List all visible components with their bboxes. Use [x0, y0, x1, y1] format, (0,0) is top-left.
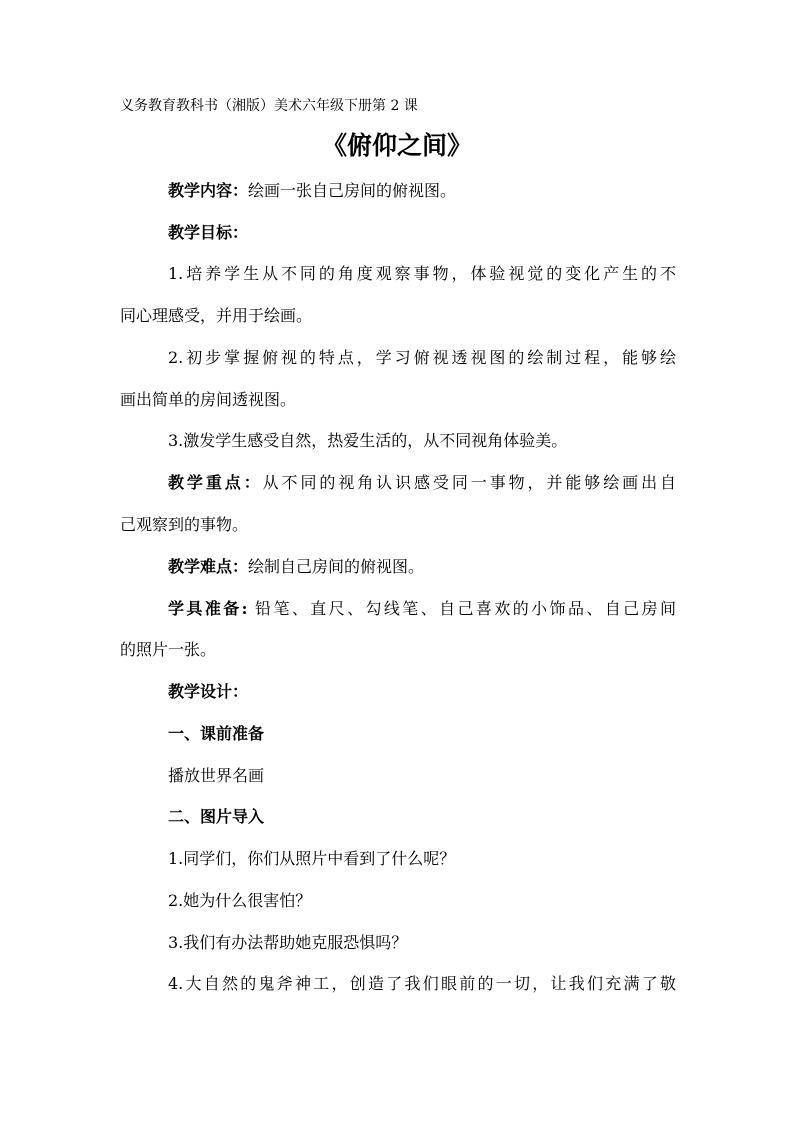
section-2-heading: 二、图片导入 [168, 807, 265, 826]
section-2-item-3: 3.我们有办法帮助她克服恐惧吗？ [168, 933, 408, 952]
teaching-content-label: 教学内容： [168, 181, 249, 200]
section-1-text: 播放世界名画 [168, 766, 265, 785]
section-2-item-4: 4.大自然的鬼斧神工，创造了我们眼前的一切，让我们充满了敬 [168, 974, 676, 993]
teaching-goals-label: 教学目标： [168, 223, 249, 242]
goal-1-line-1: 1.培养学生从不同的角度观察事物，体验视觉的变化产生的不 [168, 264, 676, 283]
section-2-item-2: 2.她为什么很害怕？ [168, 891, 312, 910]
materials-text: 铅笔、直尺、勾线笔、自己喜欢的小饰品、自己房间 [247, 599, 676, 618]
materials-line-2: 的照片一张。 [120, 640, 217, 659]
document-header: 义务教育教科书（湘版）美术六年级下册第 2 课 [120, 98, 418, 114]
key-point-line-2: 己观察到的事物。 [120, 515, 249, 534]
key-point-text: 从不同的视角认识感受同一事物，并能够绘画出自 [262, 473, 676, 492]
section-2-item-1: 1.同学们，你们从照片中看到了什么呢？ [168, 849, 456, 868]
materials-line-1 [168, 598, 676, 620]
teaching-content [168, 180, 456, 202]
section-1-heading: 一、课前准备 [168, 724, 265, 743]
key-point-label: 教学重点： [168, 473, 263, 492]
teaching-content-text: 绘画一张自己房间的俯视图。 [248, 181, 457, 200]
difficulty-label: 教学难点： [168, 557, 249, 576]
document-title: 《俯仰之间》 [321, 131, 472, 160]
goal-3-line-1: 3.激发学生感受自然，热爱生活的，从不同视角体验美。 [168, 431, 568, 450]
difficulty-text: 绘制自己房间的俯视图。 [248, 557, 425, 576]
difficulty [168, 556, 424, 578]
key-point-line-1 [168, 472, 676, 494]
goal-1-line-2: 同心理感受，并用于绘画。 [120, 306, 313, 325]
goal-2-line-1: 2.初步掌握俯视的特点，学习俯视透视图的绘制过程，能够绘 [168, 348, 676, 367]
materials-label: 学具准备: [168, 599, 248, 618]
design-label: 教学设计： [168, 682, 249, 701]
goal-2-line-2: 画出简单的房间透视图。 [120, 390, 297, 409]
